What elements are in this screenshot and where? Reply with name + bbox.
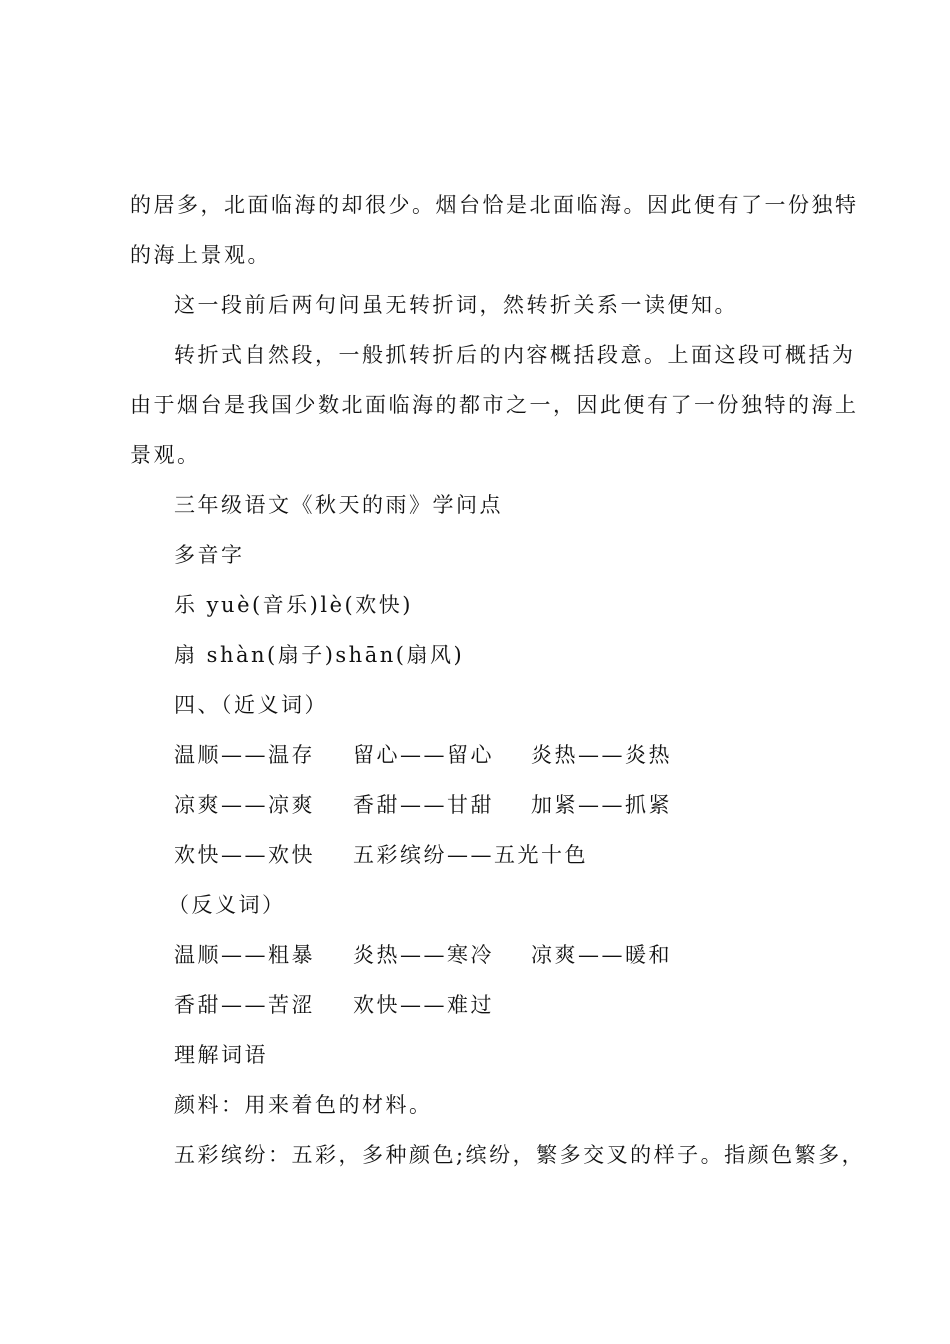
synonym-pair: 凉爽——凉爽 [174,793,315,817]
synonym-pair: 加紧——抓紧 [531,793,672,817]
paragraph-line: 转折式自然段，一般抓转折后的内容概括段意。上面这段可概括为 [174,343,856,367]
paragraph-line: 景观。 [130,443,201,467]
antonym-pair: 凉爽——暖和 [531,943,672,967]
paragraph-line: 由于烟台是我国少数北面临海的都市之一，因此便有了一份独特的海上 [130,393,859,417]
synonym-pair: 留心——留心 [353,743,494,767]
synonym-pair: 温顺——温存 [174,743,315,767]
polyphone-entry: 扇 shàn(扇子)shān(扇风) [174,643,465,667]
antonym-pair: 欢快——难过 [353,993,494,1017]
synonym-row [0,792,950,818]
synonym-pair: 欢快——欢快 [174,843,315,867]
antonym-pair: 香甜——苦涩 [174,993,315,1017]
antonym-pair: 温顺——粗暴 [174,943,315,967]
vocabulary-entry: 颜料：用来着色的材料。 [174,1093,433,1117]
synonym-pair: 五彩缤纷——五光十色 [353,843,588,867]
polyphone-entry: 乐 yuè(音乐)lè(欢快) [174,593,413,617]
synonym-row [0,842,950,868]
vocabulary-entry: 五彩缤纷：五彩，多种颜色;缤纷，繁多交叉的样子。指颜色繁多， [174,1143,866,1167]
antonym-row [0,942,950,968]
antonym-row [0,992,950,1018]
synonym-pair: 炎热——炎热 [531,743,672,767]
synonym-pair: 香甜——甘甜 [353,793,494,817]
paragraph-line: 的居多，北面临海的却很少。烟台恰是北面临海。因此便有了一份独特 [130,193,859,217]
paragraph-line: 这一段前后两句问虽无转折词，然转折关系一读便知。 [174,293,738,317]
antonym-pair: 炎热——寒冷 [353,943,494,967]
subheading-polyphones: 多音字 [174,543,245,567]
synonym-row [0,742,950,768]
subheading-synonyms: 四、（近义词） [174,693,328,717]
section-heading: 三年级语文《秋天的雨》学问点 [174,493,503,517]
subheading-antonyms: （反义词） [168,893,286,917]
subheading-vocabulary: 理解词语 [174,1043,268,1067]
paragraph-line: 的海上景观。 [130,243,271,267]
